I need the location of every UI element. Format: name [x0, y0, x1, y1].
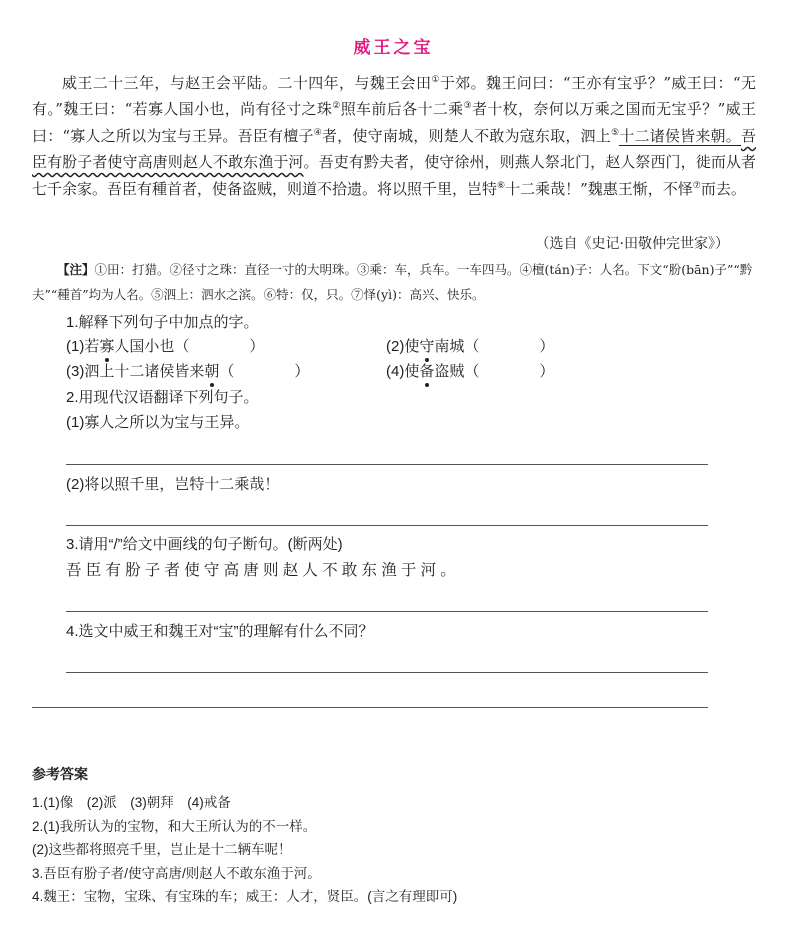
answers-heading: 参考答案	[32, 766, 88, 782]
answer-2-1: 2.(1)我所认为的宝物，和大王所认为的不一样。	[32, 819, 317, 834]
passage-text: 威王二十三年，与赵王会平陆。二十四年，与魏王会田①于郊。魏王问曰：“王亦有宝乎？”威王曰：“无有。”魏王曰：“若寡人国小也，尚有径寸之珠②照车前后各十二乘③者十枚，奈何以万乘之国而无宝乎？”威王曰：“寡人之所以为宝与王异。吾臣有檀子④者，使守南城，则楚人不敢为寇东取，泗上⑤十二诸侯皆来朝。吾臣有肦子者使守高唐则赵人不敢东渔于河。吾吏有黔夫者，使守徐州，则燕人祭北门，赵人祭西门，徙而从者七千余家。吾臣有種首者，使备盗贼，则道不拾遗。将以照千里，岂特⑥十二乘哉！”魏惠王惭，不怿⑦而去。	[32, 74, 756, 198]
question-3-sentence: 吾臣有肦子者使守高唐则赵人不敢东渔于河。	[66, 562, 461, 579]
dotted-char: 守	[419, 335, 434, 356]
question-2-item-1: (1)寡人之所以为宝与王异。	[66, 414, 250, 431]
wavy-underlined-sentence: 吾臣有肦子者使守高唐则赵人不敢东渔于河	[32, 126, 756, 172]
question-4: 4.选文中威王和魏王对“宝”的理解有什么不同？	[66, 623, 374, 640]
answer-line[interactable]	[66, 525, 708, 526]
answer-line[interactable]	[66, 672, 708, 673]
answer-line[interactable]	[66, 464, 708, 465]
notes-label: 【注】	[57, 262, 95, 277]
question-1-item-4: (4)使备盗贼（ ）	[386, 360, 554, 381]
dotted-char: 朝	[204, 360, 219, 381]
question-1-item-1: (1)若寡人国小也（ ）	[66, 335, 264, 356]
question-3: 3.请用“/”给文中画线的句子断句。(断两处)	[66, 536, 343, 553]
underlined-phrase: 十二诸侯皆来朝。	[619, 126, 741, 145]
dotted-char: 寡	[99, 335, 114, 356]
question-1: 1.解释下列句子中加点的字。	[66, 314, 259, 331]
dotted-char: 备	[419, 360, 434, 381]
question-2: 2.用现代汉语翻译下列句子。	[66, 389, 259, 406]
section-divider	[32, 707, 708, 708]
answer-1: 1.(1)像 (2)派 (3)朝拜 (4)戒备	[32, 795, 231, 810]
question-2-item-2: (2)将以照千里，岂特十二乘哉！	[66, 476, 280, 493]
article-title: 威王之宝	[353, 38, 434, 58]
question-1-item-3: (3)泗上十二诸侯皆来朝（ ）	[66, 360, 309, 381]
answer-line[interactable]	[66, 611, 708, 612]
question-1-item-2: (2)使守南城（ ）	[386, 335, 554, 356]
answer-4: 4.魏王：宝物，宝珠、有宝珠的车；威王：人才，贤臣。(言之有理即可)	[32, 889, 458, 904]
source-citation: （选自《史记·田敬仲完世家》）	[535, 236, 729, 252]
answer-3: 3.吾臣有肦子者/使守高唐/则赵人不敢东渔于河。	[32, 866, 321, 881]
answer-2-2: (2)这些都将照亮千里，岂止是十二辆车呢！	[32, 842, 292, 857]
annotation-notes: 【注】①田：打猎。②径寸之珠：直径一寸的大明珠。③乘：车，兵车。一车四马。④檀(tán)子：人名。下文“肦(bān)子”“黔夫”“種首”均为人名。⑤泗上：泗水之滨。⑥特：仅，只。⑦怿(yì)：高兴、快乐。	[32, 262, 753, 302]
